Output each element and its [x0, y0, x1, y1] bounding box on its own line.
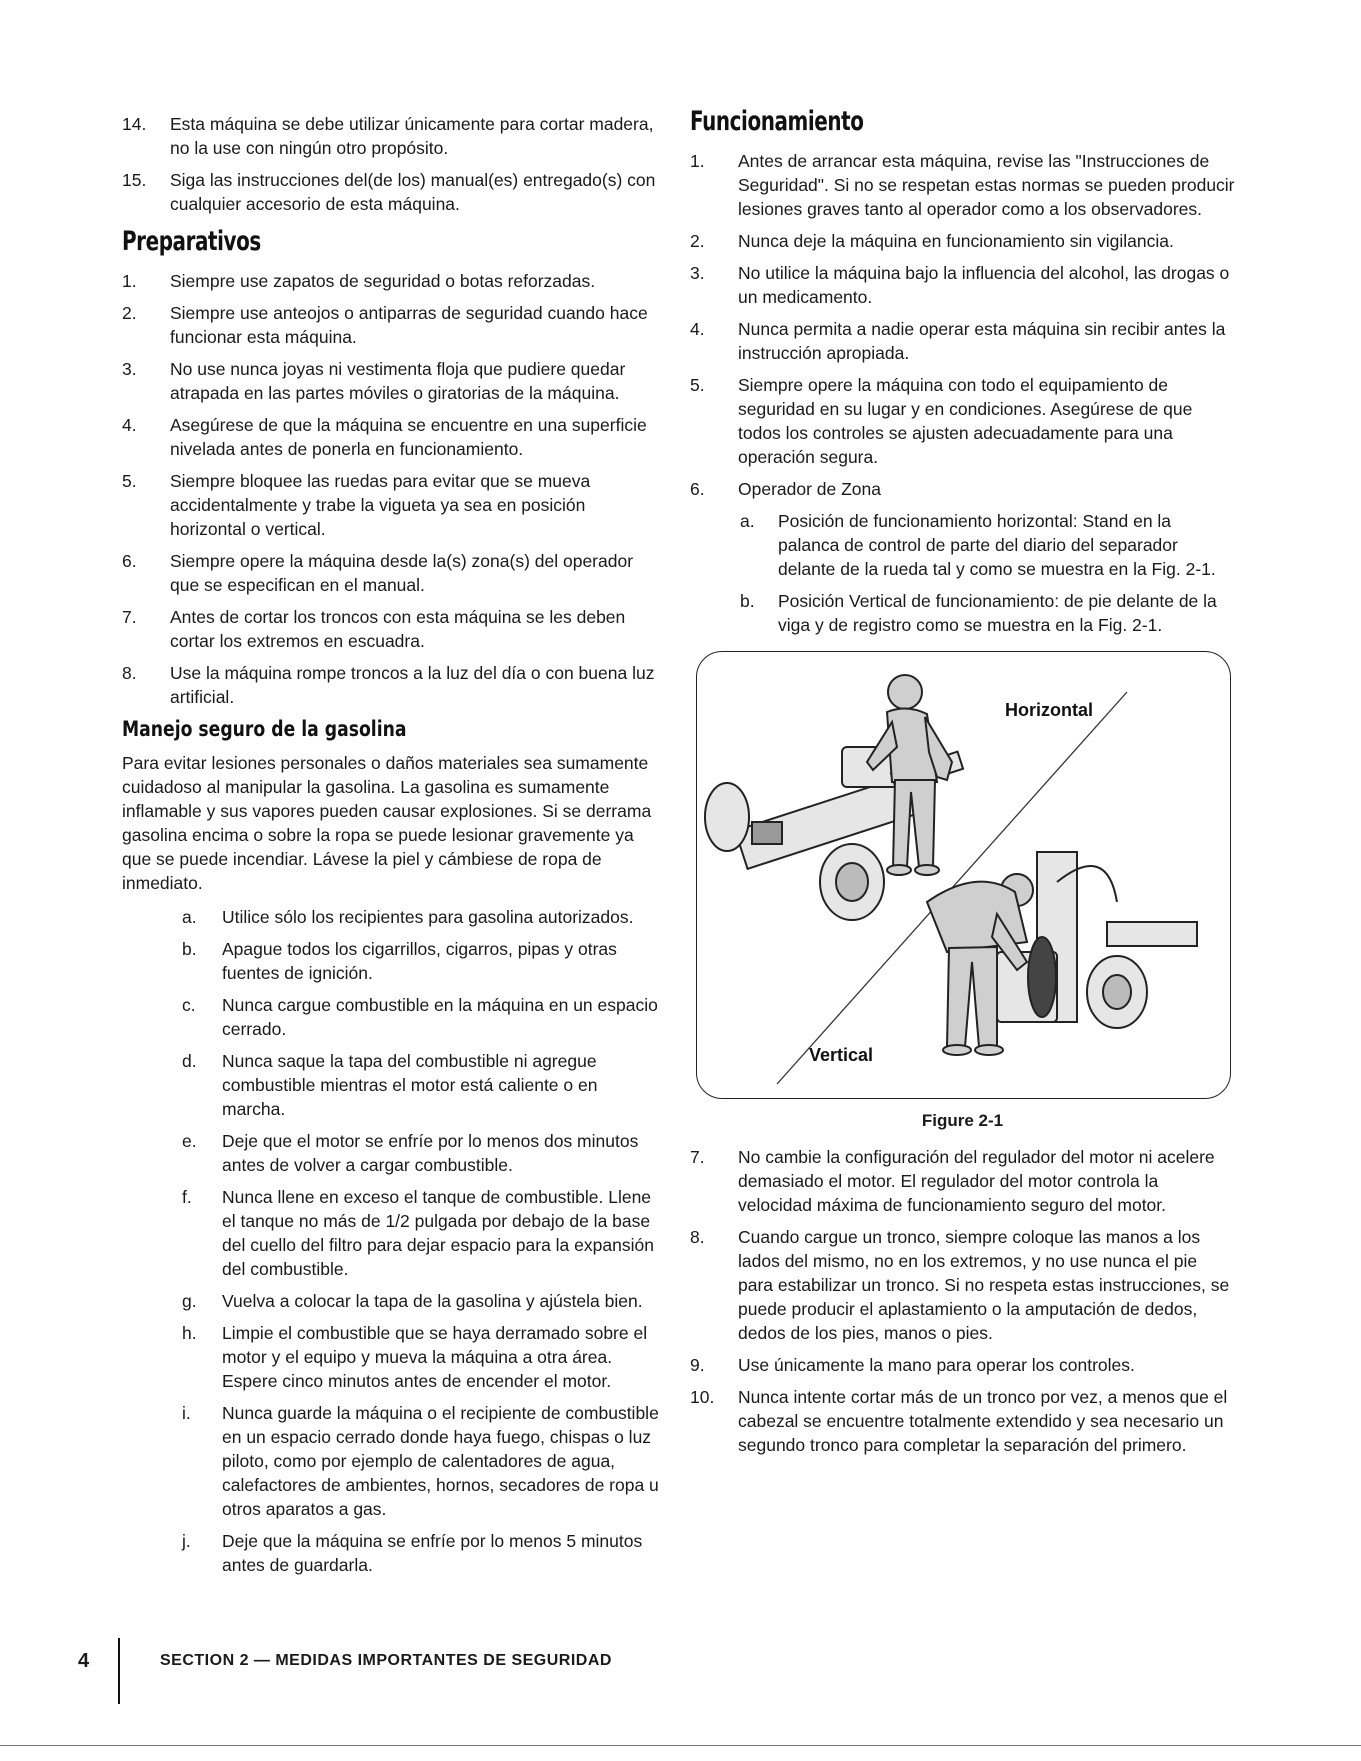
- item-text: Operador de Zona: [738, 479, 882, 499]
- item-text: Siga las instrucciones del(de los) manual(es) entregado(s) con cualquier accesorio de esta máquina.: [170, 170, 656, 214]
- item-number: a.: [182, 907, 197, 927]
- gasolina-list: [122, 905, 662, 1577]
- list-item: [122, 605, 662, 653]
- item-number: 14.: [122, 114, 147, 134]
- item-number: 9.: [690, 1355, 705, 1375]
- list-item: [690, 1145, 1235, 1217]
- item-number: 6.: [690, 479, 705, 499]
- list-item: [122, 1049, 662, 1121]
- item-text: Limpie el combustible que se haya derramado sobre el motor y el equipo y mueva la máquina a otra área. Espere cinco minutos antes de encender el motor.: [222, 1323, 648, 1391]
- item-text: Deje que el motor se enfríe por lo menos dos minutos antes de volver a cargar combustible.: [222, 1131, 639, 1175]
- item-number: 8.: [690, 1227, 705, 1247]
- item-number: e.: [182, 1131, 197, 1151]
- item-text: Nunca permita a nadie operar esta máquina sin recibir antes la instrucción apropiada.: [738, 319, 1226, 363]
- label-vertical: Vertical: [809, 1045, 874, 1065]
- list-item: [690, 509, 1235, 581]
- list-item: [122, 905, 662, 929]
- page-footer: [0, 1638, 1361, 1698]
- item-number: 4.: [122, 415, 137, 435]
- item-text: Siempre use zapatos de seguridad o botas reforzadas.: [170, 271, 596, 291]
- item-text: Antes de arrancar esta máquina, revise las "Instrucciones de Seguridad". Si no se respetan estas normas se pueden producir lesiones graves tanto al operador como a los observadores.: [738, 151, 1235, 219]
- item-text: Apague todos los cigarrillos, cigarros, pipas y otras fuentes de ignición.: [222, 939, 617, 983]
- item-number: 2.: [122, 303, 137, 323]
- item-number: g.: [182, 1291, 197, 1311]
- left-column: [122, 112, 662, 1585]
- preparativos-list: [122, 269, 662, 709]
- list-item: [122, 112, 662, 160]
- item-number: 6.: [122, 551, 137, 571]
- item-number: i.: [182, 1403, 191, 1423]
- list-item: [690, 1385, 1235, 1457]
- item-number: 15.: [122, 170, 147, 190]
- list-item: [690, 149, 1235, 221]
- list-item: [122, 661, 662, 709]
- label-horizontal: Horizontal: [1005, 700, 1093, 720]
- top-items-list: [122, 112, 662, 216]
- gasolina-heading: Manejo seguro de la gasolina: [122, 717, 407, 741]
- item-text: Deje que la máquina se enfríe por lo menos 5 minutos antes de guardarla.: [222, 1531, 643, 1575]
- list-item: [690, 477, 1235, 501]
- item-number: h.: [182, 1323, 197, 1343]
- bottom-rule: [0, 1745, 1361, 1746]
- item-number: 10.: [690, 1387, 715, 1407]
- list-item: [122, 357, 662, 405]
- item-text: Nunca cargue combustible en la máquina en un espacio cerrado.: [222, 995, 658, 1039]
- figure-2-1: [696, 651, 1231, 1099]
- list-item: [122, 269, 662, 293]
- list-item: [122, 1129, 662, 1177]
- item-text: Cuando cargue un tronco, siempre coloque las manos a los lados del mismo, no en los extremos, y no use nunca el pie para estabilizar un tronco. Si no respeta estas instrucciones, se puede producir el aplastamiento o la amputación de dedos, dedos de los pies, manos o pies.: [738, 1227, 1230, 1343]
- list-item: [122, 301, 662, 349]
- list-item: [690, 589, 1235, 637]
- item-number: f.: [182, 1187, 192, 1207]
- item-text: Use únicamente la mano para operar los controles.: [738, 1355, 1135, 1375]
- list-item: [122, 168, 662, 216]
- item-number: a.: [740, 511, 755, 531]
- item-text: Utilice sólo los recipientes para gasolina autorizados.: [222, 907, 634, 927]
- list-item: [122, 469, 662, 541]
- list-item: [122, 1185, 662, 1281]
- item-text: Nunca llene en exceso el tanque de combustible. Llene el tanque no más de 1/2 pulgada por debajo de la base del cuello del filtro para dejar espacio para la expansión del combustible.: [222, 1187, 654, 1279]
- item-text: Nunca deje la máquina en funcionamiento sin vigilancia.: [738, 231, 1174, 251]
- list-item: [122, 1289, 662, 1313]
- item-number: 2.: [690, 231, 705, 251]
- list-item: [690, 373, 1235, 469]
- list-item: [122, 1321, 662, 1393]
- item-number: 3.: [122, 359, 137, 379]
- item-number: 7.: [690, 1147, 705, 1167]
- item-number: 5.: [122, 471, 137, 491]
- funcionamiento-list-continued: [690, 1145, 1235, 1457]
- item-number: c.: [182, 995, 196, 1015]
- zone-list: [690, 509, 1235, 637]
- funcionamiento-list: [690, 149, 1235, 501]
- item-text: Nunca guarde la máquina o el recipiente de combustible en un espacio cerrado donde haya fuego, chispas o luz piloto, como por ejemplo de calentadores de agua, calefactores de ambientes, hornos, secadores de ropa u otros aparatos a gas.: [222, 1403, 659, 1519]
- log-splitter-illustration: [697, 652, 1230, 1098]
- item-text: Posición Vertical de funcionamiento: de pie delante de la viga y de registro como se muestra en la Fig. 2-1.: [778, 591, 1217, 635]
- item-number: 8.: [122, 663, 137, 683]
- item-text: Nunca saque la tapa del combustible ni agregue combustible mientras el motor está caliente o en marcha.: [222, 1051, 598, 1119]
- item-number: d.: [182, 1051, 197, 1071]
- item-number: b.: [182, 939, 197, 959]
- gasolina-intro: Para evitar lesiones personales o daños materiales sea sumamente cuidadoso al manipular la gasolina. La gasolina es sumamente inflamable y sus vapores pueden causar explosiones. Si se derrama gasolina encima o sobre la ropa se puede lesionar gravemente ya que se puede incendiar. Lávese la piel y cámbiese de ropa de inmediato.: [122, 753, 652, 893]
- list-item: [122, 993, 662, 1041]
- list-item: [122, 1529, 662, 1577]
- item-number: 5.: [690, 375, 705, 395]
- preparativos-heading: Preparativos: [122, 226, 261, 257]
- item-text: No use nunca joyas ni vestimenta floja que pudiere quedar atrapada en las partes móviles o giratorias de la máquina.: [170, 359, 626, 403]
- section-title: SECTION 2 — MEDIDAS IMPORTANTES DE SEGURIDAD: [160, 1652, 612, 1669]
- list-item: [690, 261, 1235, 309]
- list-item: [690, 1353, 1235, 1377]
- list-item: [122, 1401, 662, 1521]
- list-item: [122, 549, 662, 597]
- item-text: Siempre use anteojos o antiparras de seguridad cuando hace funcionar esta máquina.: [170, 303, 648, 347]
- item-text: Use la máquina rompe troncos a la luz del día o con buena luz artificial.: [170, 663, 655, 707]
- item-text: No utilice la máquina bajo la influencia del alcohol, las drogas o un medicamento.: [738, 263, 1230, 307]
- list-item: [690, 229, 1235, 253]
- list-item: [122, 937, 662, 985]
- item-text: Siempre opere la máquina con todo el equipamiento de seguridad en su lugar y en condiciones. Asegúrese de que todos los controles se ajusten adecuadamente para una operación segura.: [738, 375, 1193, 467]
- item-text: Siempre bloquee las ruedas para evitar que se mueva accidentalmente y trabe la vigueta ya sea en posición horizontal o vertical.: [170, 471, 591, 539]
- funcionamiento-heading: Funcionamiento: [690, 106, 864, 137]
- item-text: Nunca intente cortar más de un tronco por vez, a menos que el cabezal se encuentre totalmente extendido y sea necesario un segundo tronco para completar la separación del primero.: [738, 1387, 1228, 1455]
- right-column: [690, 106, 1235, 1465]
- item-text: Antes de cortar los troncos con esta máquina se les deben cortar los extremos en escuadra.: [170, 607, 626, 651]
- item-number: 4.: [690, 319, 705, 339]
- footer-divider: [118, 1638, 120, 1704]
- item-text: Asegúrese de que la máquina se encuentre en una superficie nivelada antes de ponerla en funcionamiento.: [170, 415, 647, 459]
- item-number: 3.: [690, 263, 705, 283]
- item-number: 7.: [122, 607, 137, 627]
- list-item: [690, 317, 1235, 365]
- item-text: No cambie la configuración del regulador del motor ni acelere demasiado el motor. El regulador del motor controla la velocidad máxima de funcionamiento seguro del motor.: [738, 1147, 1215, 1215]
- item-number: 1.: [122, 271, 137, 291]
- figure-caption: Figure 2-1: [921, 1111, 1004, 1130]
- list-item: [122, 413, 662, 461]
- list-item: [690, 1225, 1235, 1345]
- item-text: Siempre opere la máquina desde la(s) zona(s) del operador que se especifican en el manual.: [170, 551, 634, 595]
- item-number: b.: [740, 591, 755, 611]
- page-number: 4: [78, 1650, 90, 1672]
- item-number: 1.: [690, 151, 705, 171]
- item-text: Posición de funcionamiento horizontal: Stand en la palanca de control de parte del diario del separador delante de la rueda tal y como se muestra en la Fig. 2-1.: [778, 511, 1216, 579]
- item-text: Esta máquina se debe utilizar únicamente para cortar madera, no la use con ningún otro propósito.: [170, 114, 654, 158]
- item-text: Vuelva a colocar la tapa de la gasolina y ajústela bien.: [222, 1291, 643, 1311]
- item-number: j.: [182, 1531, 191, 1551]
